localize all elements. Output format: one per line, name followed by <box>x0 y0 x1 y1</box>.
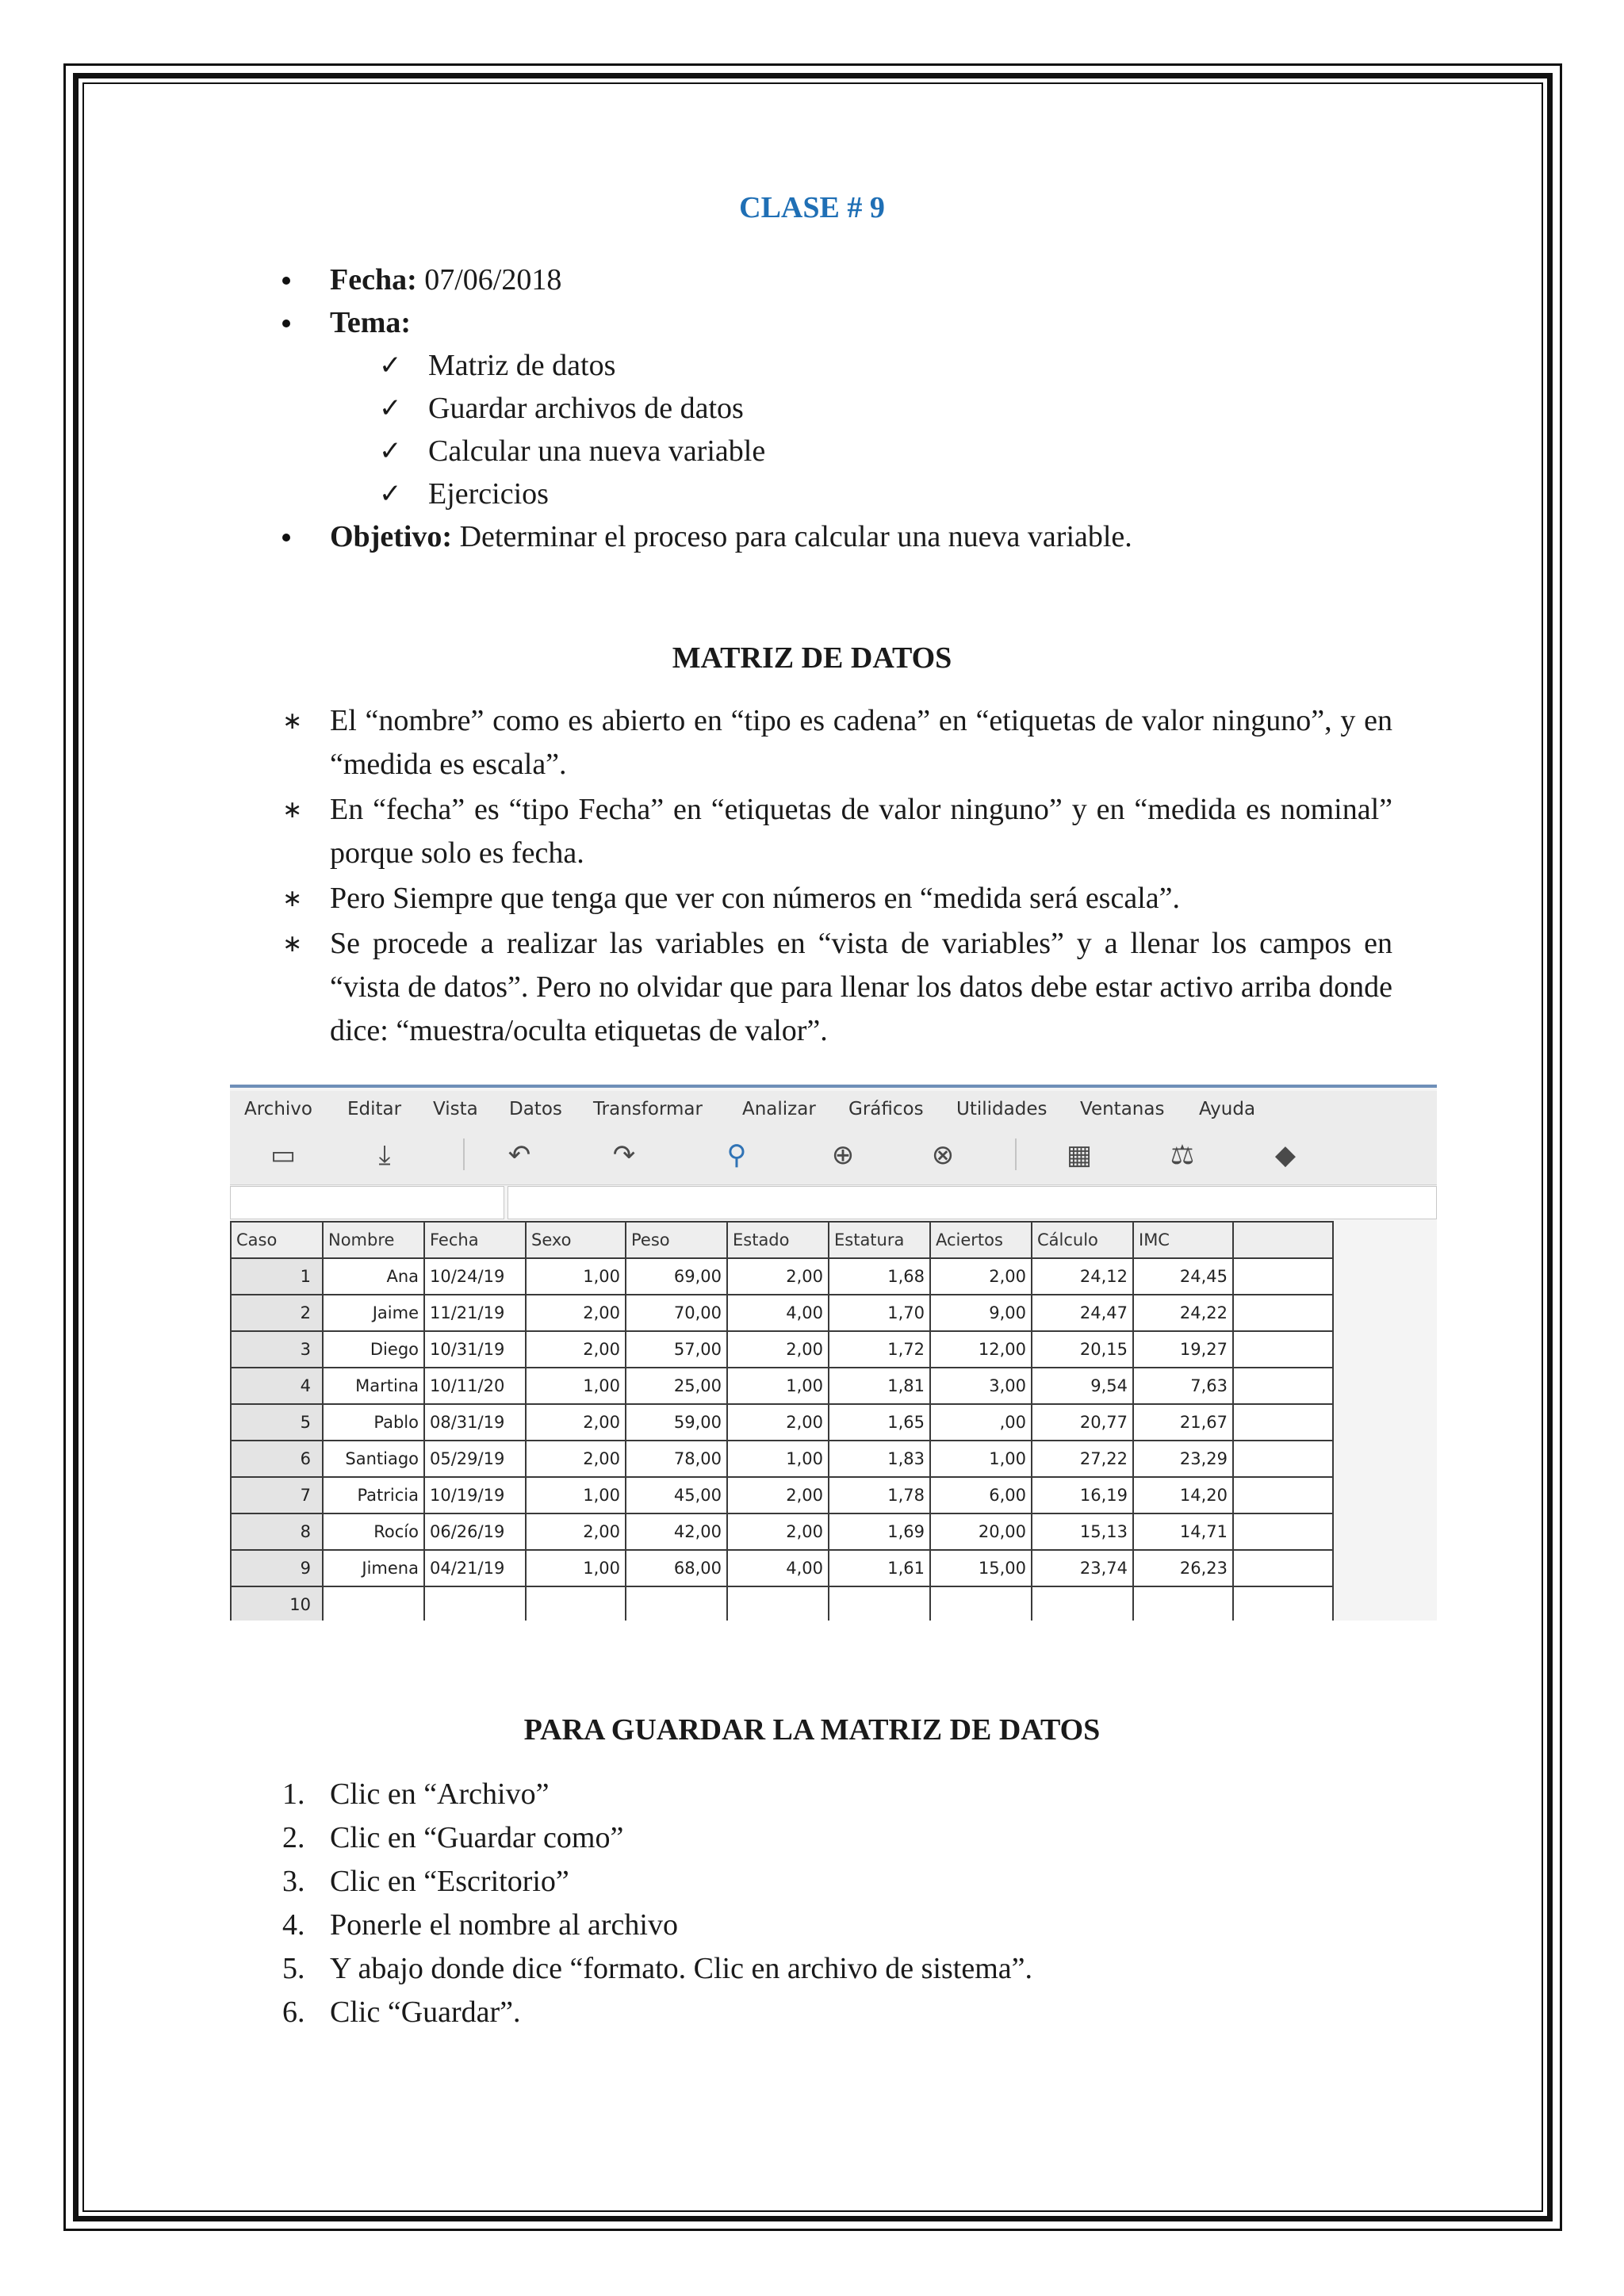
step-text: Clic “Guardar”. <box>330 1996 521 2029</box>
data-cell[interactable]: 04/21/19 <box>424 1550 526 1586</box>
data-cell[interactable]: 1,00 <box>526 1258 626 1295</box>
section-title-matriz: MATRIZ DE DATOS <box>672 641 952 675</box>
menu-datos[interactable]: Datos <box>509 1099 562 1119</box>
data-cell[interactable] <box>1233 1586 1333 1621</box>
data-cell[interactable]: 1,00 <box>526 1550 626 1586</box>
table-row <box>231 1550 1333 1586</box>
data-cell[interactable]: 59,00 <box>626 1404 727 1441</box>
checkmark-icon: ✓ <box>379 350 402 381</box>
data-cell[interactable] <box>424 1586 526 1621</box>
toolbar <box>230 1126 1437 1185</box>
objetivo-label: Objetivo: <box>330 520 453 553</box>
undo-icon[interactable]: ↶ <box>508 1139 531 1171</box>
step-number: 4. <box>282 1908 305 1942</box>
data-cell[interactable]: 70,00 <box>626 1295 727 1331</box>
data-cell[interactable]: 15,13 <box>1032 1513 1133 1550</box>
data-cell[interactable]: 2,00 <box>526 1331 626 1368</box>
data-cell[interactable]: 12,00 <box>930 1331 1032 1368</box>
data-cell[interactable]: 2,00 <box>727 1331 829 1368</box>
cell-value-input[interactable] <box>508 1186 1437 1219</box>
checkmark-icon: ✓ <box>379 478 402 510</box>
tema-text: Calcular una nueva variable <box>428 434 766 468</box>
data-cell[interactable]: Jaime <box>323 1295 424 1331</box>
data-cell[interactable] <box>1032 1586 1133 1621</box>
data-cell[interactable]: 1,00 <box>727 1368 829 1404</box>
data-grid-icon[interactable]: ▦ <box>1066 1139 1093 1171</box>
toolbar-separator <box>1015 1138 1017 1170</box>
column-header[interactable]: Nombre <box>323 1222 424 1258</box>
data-cell[interactable]: 08/31/19 <box>424 1404 526 1441</box>
menu-editar[interactable]: Editar <box>347 1099 402 1119</box>
data-cell[interactable]: 1,00 <box>526 1368 626 1404</box>
case-number-cell[interactable]: 10 <box>231 1586 323 1621</box>
data-cell[interactable]: 1,68 <box>829 1258 930 1295</box>
case-number-cell[interactable]: 9 <box>231 1550 323 1586</box>
data-cell[interactable] <box>930 1586 1032 1621</box>
note-text: En “fecha” es “tipo Fecha” en “etiquetas de valor ninguno” y en “medida es nominal” porque solo es fecha. <box>330 793 1392 870</box>
info-fecha <box>282 258 1408 301</box>
data-cell[interactable]: ,00 <box>930 1404 1032 1441</box>
data-cell[interactable]: 1,00 <box>930 1441 1032 1477</box>
data-cell[interactable]: 1,83 <box>829 1441 930 1477</box>
data-cell[interactable]: 26,23 <box>1133 1550 1233 1586</box>
data-cell[interactable]: Pablo <box>323 1404 424 1441</box>
spss-data-editor <box>230 1085 1437 1621</box>
case-number-cell[interactable]: 7 <box>231 1477 323 1513</box>
data-cell[interactable]: 24,47 <box>1032 1295 1133 1331</box>
step-number: 6. <box>282 1996 305 2029</box>
toolbar-separator <box>463 1138 465 1170</box>
menu-graficos[interactable]: Gráficos <box>848 1099 924 1119</box>
column-header[interactable]: Estatura <box>829 1222 930 1258</box>
data-cell[interactable] <box>1233 1295 1333 1331</box>
data-cell[interactable] <box>626 1586 727 1621</box>
data-cell[interactable]: 2,00 <box>727 1258 829 1295</box>
data-cell[interactable] <box>1233 1441 1333 1477</box>
note-item <box>282 699 1392 786</box>
bullet-dot <box>282 534 290 541</box>
data-cell[interactable]: 57,00 <box>626 1331 727 1368</box>
step-number: 3. <box>282 1865 305 1898</box>
table-row <box>231 1404 1333 1441</box>
menu-vista[interactable]: Vista <box>433 1099 478 1119</box>
table-row <box>231 1331 1333 1368</box>
checkmark-icon: ✓ <box>379 392 402 424</box>
info-list <box>282 258 1408 558</box>
checkmark-icon: ✓ <box>379 435 402 467</box>
data-cell[interactable]: 2,00 <box>526 1404 626 1441</box>
bullet-dot <box>282 320 290 327</box>
data-cell[interactable]: 10/11/20 <box>424 1368 526 1404</box>
data-cell[interactable]: 23,29 <box>1133 1441 1233 1477</box>
data-cell[interactable]: 14,71 <box>1133 1513 1233 1550</box>
data-cell[interactable]: 9,54 <box>1032 1368 1133 1404</box>
data-cell[interactable]: 23,74 <box>1032 1550 1133 1586</box>
data-cell[interactable]: Patricia <box>323 1477 424 1513</box>
data-cell[interactable]: 1,70 <box>829 1295 930 1331</box>
data-cell[interactable]: 9,00 <box>930 1295 1032 1331</box>
table-row <box>231 1368 1333 1404</box>
data-cell[interactable]: 27,22 <box>1032 1441 1133 1477</box>
data-cell[interactable]: 2,00 <box>526 1513 626 1550</box>
tema-text: Guardar archivos de datos <box>428 392 744 425</box>
data-cell[interactable]: 10/24/19 <box>424 1258 526 1295</box>
data-cell[interactable] <box>727 1586 829 1621</box>
data-cell[interactable]: 20,15 <box>1032 1331 1133 1368</box>
step-text: Clic en “Archivo” <box>330 1777 550 1811</box>
menu-transformar[interactable]: Transformar <box>593 1099 703 1119</box>
menu-archivo[interactable]: Archivo <box>244 1099 312 1119</box>
column-header[interactable]: Cálculo <box>1032 1222 1133 1258</box>
column-header[interactable]: IMC <box>1133 1222 1233 1258</box>
find-icon[interactable]: ⚲ <box>726 1139 747 1171</box>
step-number: 1. <box>282 1777 305 1811</box>
data-cell[interactable] <box>1133 1586 1233 1621</box>
data-cell[interactable]: 2,00 <box>526 1295 626 1331</box>
data-cell[interactable]: 21,67 <box>1133 1404 1233 1441</box>
bullet-dot <box>282 277 290 285</box>
note-item <box>282 877 1392 920</box>
column-header[interactable]: Aciertos <box>930 1222 1032 1258</box>
data-cell[interactable]: 11/21/19 <box>424 1295 526 1331</box>
asterisk-icon: ∗ <box>282 885 303 913</box>
tema-text: Ejercicios <box>428 477 549 511</box>
table-row <box>231 1258 1333 1295</box>
data-cell[interactable]: 24,22 <box>1133 1295 1233 1331</box>
open-file-icon[interactable]: ▭ <box>270 1139 297 1171</box>
data-cell[interactable]: 45,00 <box>626 1477 727 1513</box>
data-cell[interactable]: 15,00 <box>930 1550 1032 1586</box>
data-cell[interactable]: 1,72 <box>829 1331 930 1368</box>
data-cell[interactable]: 24,12 <box>1032 1258 1133 1295</box>
data-cell[interactable] <box>1233 1513 1333 1550</box>
tema-item <box>282 473 1408 515</box>
weight-cases-icon[interactable]: ⚖ <box>1170 1139 1195 1171</box>
step-number: 5. <box>282 1952 305 1985</box>
data-cell[interactable]: 1,69 <box>829 1513 930 1550</box>
asterisk-icon: ∗ <box>282 796 303 824</box>
case-number-cell[interactable]: 3 <box>231 1331 323 1368</box>
data-cell[interactable] <box>1233 1404 1333 1441</box>
data-cell[interactable]: 19,27 <box>1133 1331 1233 1368</box>
data-cell[interactable]: 1,65 <box>829 1404 930 1441</box>
data-cell[interactable] <box>1233 1477 1333 1513</box>
tema-label: Tema: <box>330 306 412 339</box>
data-cell[interactable]: 16,19 <box>1032 1477 1133 1513</box>
data-cell[interactable]: Rocío <box>323 1513 424 1550</box>
case-number-cell[interactable]: 1 <box>231 1258 323 1295</box>
data-cell[interactable]: Jimena <box>323 1550 424 1586</box>
data-cell[interactable] <box>1233 1258 1333 1295</box>
data-cell[interactable]: 2,00 <box>727 1513 829 1550</box>
menu-bar <box>230 1091 1437 1126</box>
menu-analizar[interactable]: Analizar <box>742 1099 816 1119</box>
data-cell[interactable] <box>1233 1550 1333 1586</box>
note-item <box>282 788 1392 875</box>
menu-utilidades[interactable]: Utilidades <box>956 1099 1048 1119</box>
data-cell[interactable]: 42,00 <box>626 1513 727 1550</box>
note-item <box>282 922 1392 1053</box>
menu-ventanas[interactable]: Ventanas <box>1080 1099 1165 1119</box>
data-cell[interactable]: 24,45 <box>1133 1258 1233 1295</box>
data-cell[interactable]: 6,00 <box>930 1477 1032 1513</box>
data-cell[interactable]: 68,00 <box>626 1550 727 1586</box>
case-number-cell[interactable]: 8 <box>231 1513 323 1550</box>
data-cell[interactable] <box>1233 1331 1333 1368</box>
data-cell[interactable] <box>829 1586 930 1621</box>
info-objetivo <box>282 515 1408 558</box>
tema-text: Matriz de datos <box>428 349 616 382</box>
column-header[interactable] <box>1233 1222 1333 1258</box>
goto-variable-icon[interactable]: ⊗ <box>931 1139 955 1171</box>
data-cell[interactable]: 2,00 <box>727 1477 829 1513</box>
data-cell[interactable]: 1,61 <box>829 1550 930 1586</box>
table-row <box>231 1513 1333 1550</box>
window-top-edge <box>230 1085 1437 1088</box>
table-row <box>231 1295 1333 1331</box>
note-text: Se procede a realizar las variables en “vista de variables” y a llenar los campos en “vista de datos”. Pero no olvidar que para llenar los datos debe estar activo arriba donde dice: “muestra/oculta etiquetas de valor”. <box>330 927 1392 1047</box>
section-title-guardar: PARA GUARDAR LA MATRIZ DE DATOS <box>523 1713 1101 1747</box>
data-cell[interactable]: 10/31/19 <box>424 1331 526 1368</box>
data-cell[interactable]: Santiago <box>323 1441 424 1477</box>
data-cell[interactable]: 06/26/19 <box>424 1513 526 1550</box>
redo-icon[interactable]: ↷ <box>612 1139 636 1171</box>
data-cell[interactable]: 4,00 <box>727 1550 829 1586</box>
data-cell[interactable]: 78,00 <box>626 1441 727 1477</box>
table-row <box>231 1586 1333 1621</box>
data-cell[interactable]: 69,00 <box>626 1258 727 1295</box>
fecha-label: Fecha: <box>330 263 417 297</box>
matriz-notes <box>282 699 1392 1053</box>
tema-item <box>282 344 1408 387</box>
data-cell[interactable]: 2,00 <box>526 1441 626 1477</box>
data-cell[interactable]: 10/19/19 <box>424 1477 526 1513</box>
data-cell[interactable]: 1,00 <box>526 1477 626 1513</box>
data-cell[interactable]: 14,20 <box>1133 1477 1233 1513</box>
step-text: Clic en “Guardar como” <box>330 1821 624 1854</box>
goto-case-icon[interactable]: ⊕ <box>831 1139 855 1171</box>
value-labels-icon[interactable]: ◆ <box>1274 1139 1297 1171</box>
data-cell[interactable]: 25,00 <box>626 1368 727 1404</box>
data-cell[interactable]: 2,00 <box>727 1404 829 1441</box>
column-header[interactable]: Caso <box>231 1222 323 1258</box>
step-number: 2. <box>282 1821 305 1854</box>
grid-body <box>231 1258 1333 1621</box>
data-cell[interactable]: 1,00 <box>727 1441 829 1477</box>
class-heading: CLASE # 9 <box>739 191 885 224</box>
fecha-value: 07/06/2018 <box>424 263 562 297</box>
data-cell[interactable]: Martina <box>323 1368 424 1404</box>
column-header[interactable]: Fecha <box>424 1222 526 1258</box>
case-number-cell[interactable]: 4 <box>231 1368 323 1404</box>
step-text: Ponerle el nombre al archivo <box>330 1908 678 1942</box>
data-cell[interactable]: 20,77 <box>1032 1404 1133 1441</box>
menu-ayuda[interactable]: Ayuda <box>1199 1099 1256 1119</box>
cell-reference-box[interactable] <box>230 1186 504 1219</box>
column-header[interactable]: Estado <box>727 1222 829 1258</box>
case-number-cell[interactable]: 5 <box>231 1404 323 1441</box>
note-text: Pero Siempre que tenga que ver con números en “medida será escala”. <box>330 882 1180 915</box>
case-number-cell[interactable]: 6 <box>231 1441 323 1477</box>
column-header[interactable]: Sexo <box>526 1222 626 1258</box>
data-cell[interactable]: Diego <box>323 1331 424 1368</box>
data-grid <box>230 1221 1334 1621</box>
data-cell[interactable]: 1,81 <box>829 1368 930 1404</box>
asterisk-icon: ∗ <box>282 930 303 958</box>
tema-item <box>282 387 1408 430</box>
asterisk-icon: ∗ <box>282 707 303 735</box>
note-text: El “nombre” como es abierto en “tipo es cadena” en “etiquetas de valor ninguno”, y en “medida es escala”. <box>330 704 1392 781</box>
data-cell[interactable] <box>526 1586 626 1621</box>
data-cell[interactable] <box>1233 1368 1333 1404</box>
save-icon[interactable]: ⤓ <box>378 1139 391 1171</box>
data-cell[interactable] <box>323 1586 424 1621</box>
step-text: Clic en “Escritorio” <box>330 1865 569 1898</box>
data-cell[interactable]: 7,63 <box>1133 1368 1233 1404</box>
objetivo-value: Determinar el proceso para calcular una nueva variable. <box>459 520 1132 553</box>
data-cell[interactable]: 3,00 <box>930 1368 1032 1404</box>
grid-header-row <box>231 1222 1333 1258</box>
data-cell[interactable]: 1,78 <box>829 1477 930 1513</box>
tema-item <box>282 430 1408 473</box>
data-cell[interactable]: 05/29/19 <box>424 1441 526 1477</box>
case-number-cell[interactable]: 2 <box>231 1295 323 1331</box>
data-cell[interactable]: 20,00 <box>930 1513 1032 1550</box>
table-row <box>231 1477 1333 1513</box>
data-cell[interactable]: Ana <box>323 1258 424 1295</box>
data-cell[interactable]: 4,00 <box>727 1295 829 1331</box>
step-text: Y abajo donde dice “formato. Clic en archivo de sistema”. <box>330 1952 1032 1985</box>
data-cell[interactable]: 2,00 <box>930 1258 1032 1295</box>
info-tema <box>282 301 1408 344</box>
column-header[interactable]: Peso <box>626 1222 727 1258</box>
table-row <box>231 1441 1333 1477</box>
